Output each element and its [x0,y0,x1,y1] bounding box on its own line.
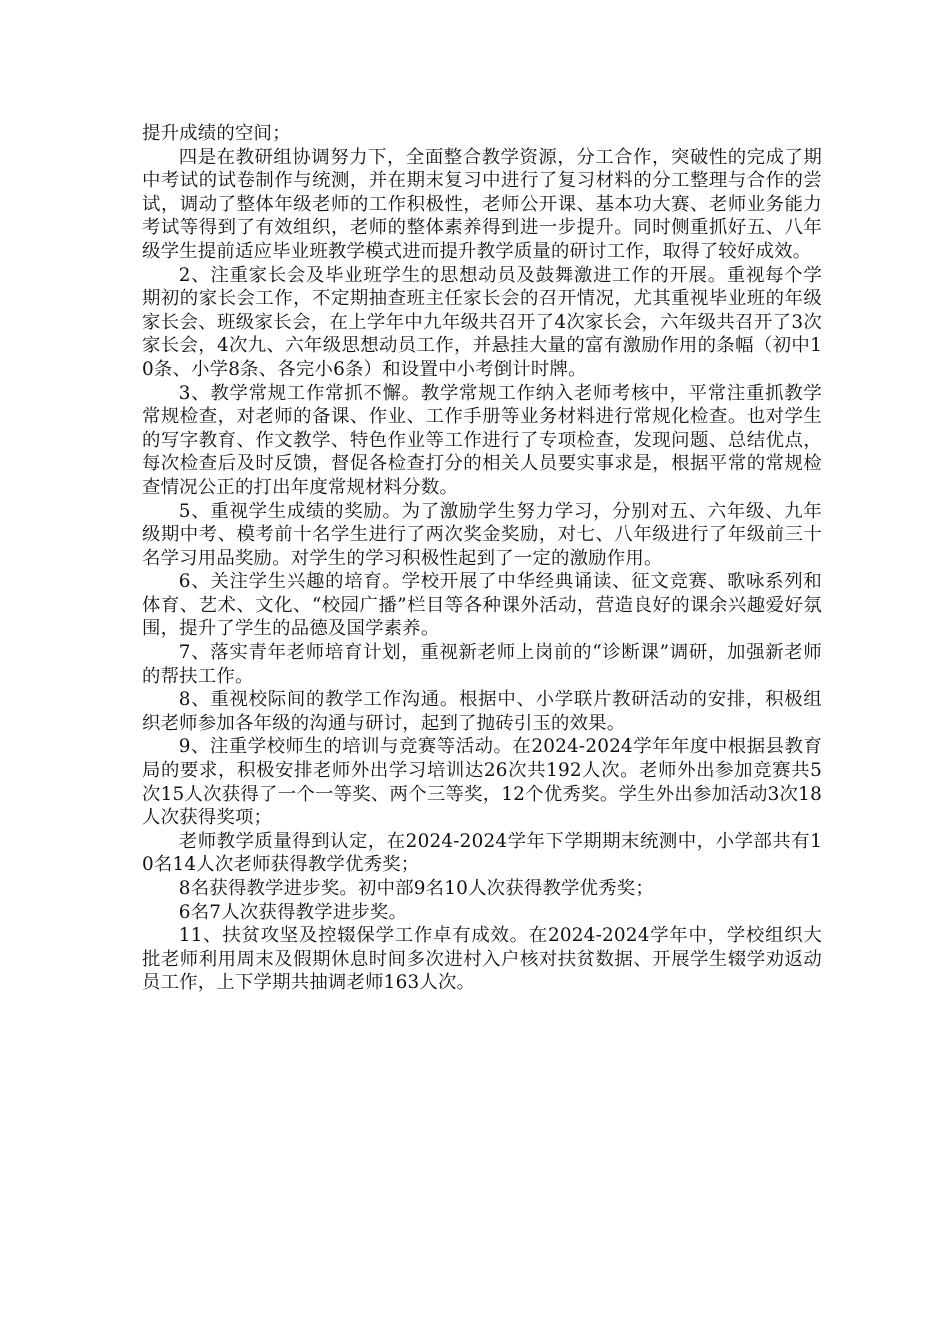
paragraph-progress-award-1: 8名获得教学进步奖。初中部9名10人次获得教学优秀奖； [178,878,654,899]
paragraph-teaching-quality: 老师教学质量得到认定，在2024-2024学年下学期期末统测中，小学部共有10名14人次老师获得教学优秀奖； [142,830,822,876]
paragraph-item-5: 5、重视学生成绩的奖励。为了激励学生努力学习，分别对五、六年级、九年级期中考、模考前十名学生进行了两次奖金奖励，对七、八年级进行了年级前三十名学习用品奖励。对学生的学习积极性起到了一定的激励作用。 [142,500,822,569]
paragraph-item-7: 7、落实青年老师培育计划，重视新老师上岗前的“诊断课”调研，加强新老师的帮扶工作。 [142,642,822,687]
paragraph-item-11: 11、扶贫攻坚及控辍保学工作卓有成效。在2024-2024学年中，学校组织大批老师利用周末及假期休息时间多次进村入户核对扶贫数据、开展学生辍学劝返动员工作，上下学期共抽调老师163人次。 [142,925,822,994]
paragraph-progress-award-2: 6名7人次获得教学进步奖。 [178,901,408,923]
paragraph-item-9: 9、注重学校师生的培训与竞赛等活动。在2024-2024学年年度中根据县教育局的要求，积极安排老师外出学习培训达26次共192人次。老师外出参加竞赛共5次15人次获得了一个一等奖、两个三等奖，12个优秀奖。学生外出参加活动3次18人次获得奖项； [142,736,822,829]
paragraph-item-6: 6、关注学生兴趣的培育。学校开展了中华经典诵读、征文竞赛、歌咏系列和体育、艺术、文化、“校园广播”栏目等各种课外活动，营造良好的课余兴趣爱好氛围，提升了学生的品德及国学素养。 [142,571,822,640]
paragraph-item-3: 3、教学常规工作常抓不懈。教学常规工作纳入老师考核中，平常注重抓教学常规检查，对老师的备课、作业、工作手册等业务材料进行常规化检查。也对学生的写字教育、作文教学、特色作业等工作进行了专项检查，发现问题、总结优点，每次检查后及时反馈，督促各检查打分的相关人员要实事求是，根据平常的常规检查情况公正的打出年度常规材料分数。 [142,382,822,498]
document-body [142,122,822,995]
paragraph-item-2: 2、注重家长会及毕业班学生的思想动员及鼓舞激进工作的开展。重视每个学期初的家长会工作，不定期抽查班主任家长会的召开情况，尤其重视毕业班的年级家长会、班级家长会，在上学年中九年级共召开了4次家长会，六年级共召开了3次家长会，4次九、六年级思想动员工作，并悬挂大量的富有激励作用的条幅（初中10条、小学8条、各完小6条）和设置中小考倒计时牌。 [142,264,822,380]
paragraph-point-four: 四是在教研组协调努力下，全面整合教学资源，分工合作，突破性的完成了期中考试的试卷制作与统测，并在期末复习中进行了复习材料的分工整理与合作的尝试，调动了整体年级老师的工作积极性，老师公开课、基本功大赛、老师业务能力考试等得到了有效组织，老师的整体素养得到进一步提升。同时侧重抓好五、八年级学生提前适应毕业班教学模式进而提升教学质量的研讨工作，取得了较好成效。 [142,146,822,262]
paragraph-item-8: 8、重视校际间的教学工作沟通。根据中、小学联片教研活动的安排，积极组织老师参加各年级的沟通与研讨，起到了抛砖引玉的效果。 [142,689,822,734]
paragraph-continuation: 提升成绩的空间； [142,123,291,144]
